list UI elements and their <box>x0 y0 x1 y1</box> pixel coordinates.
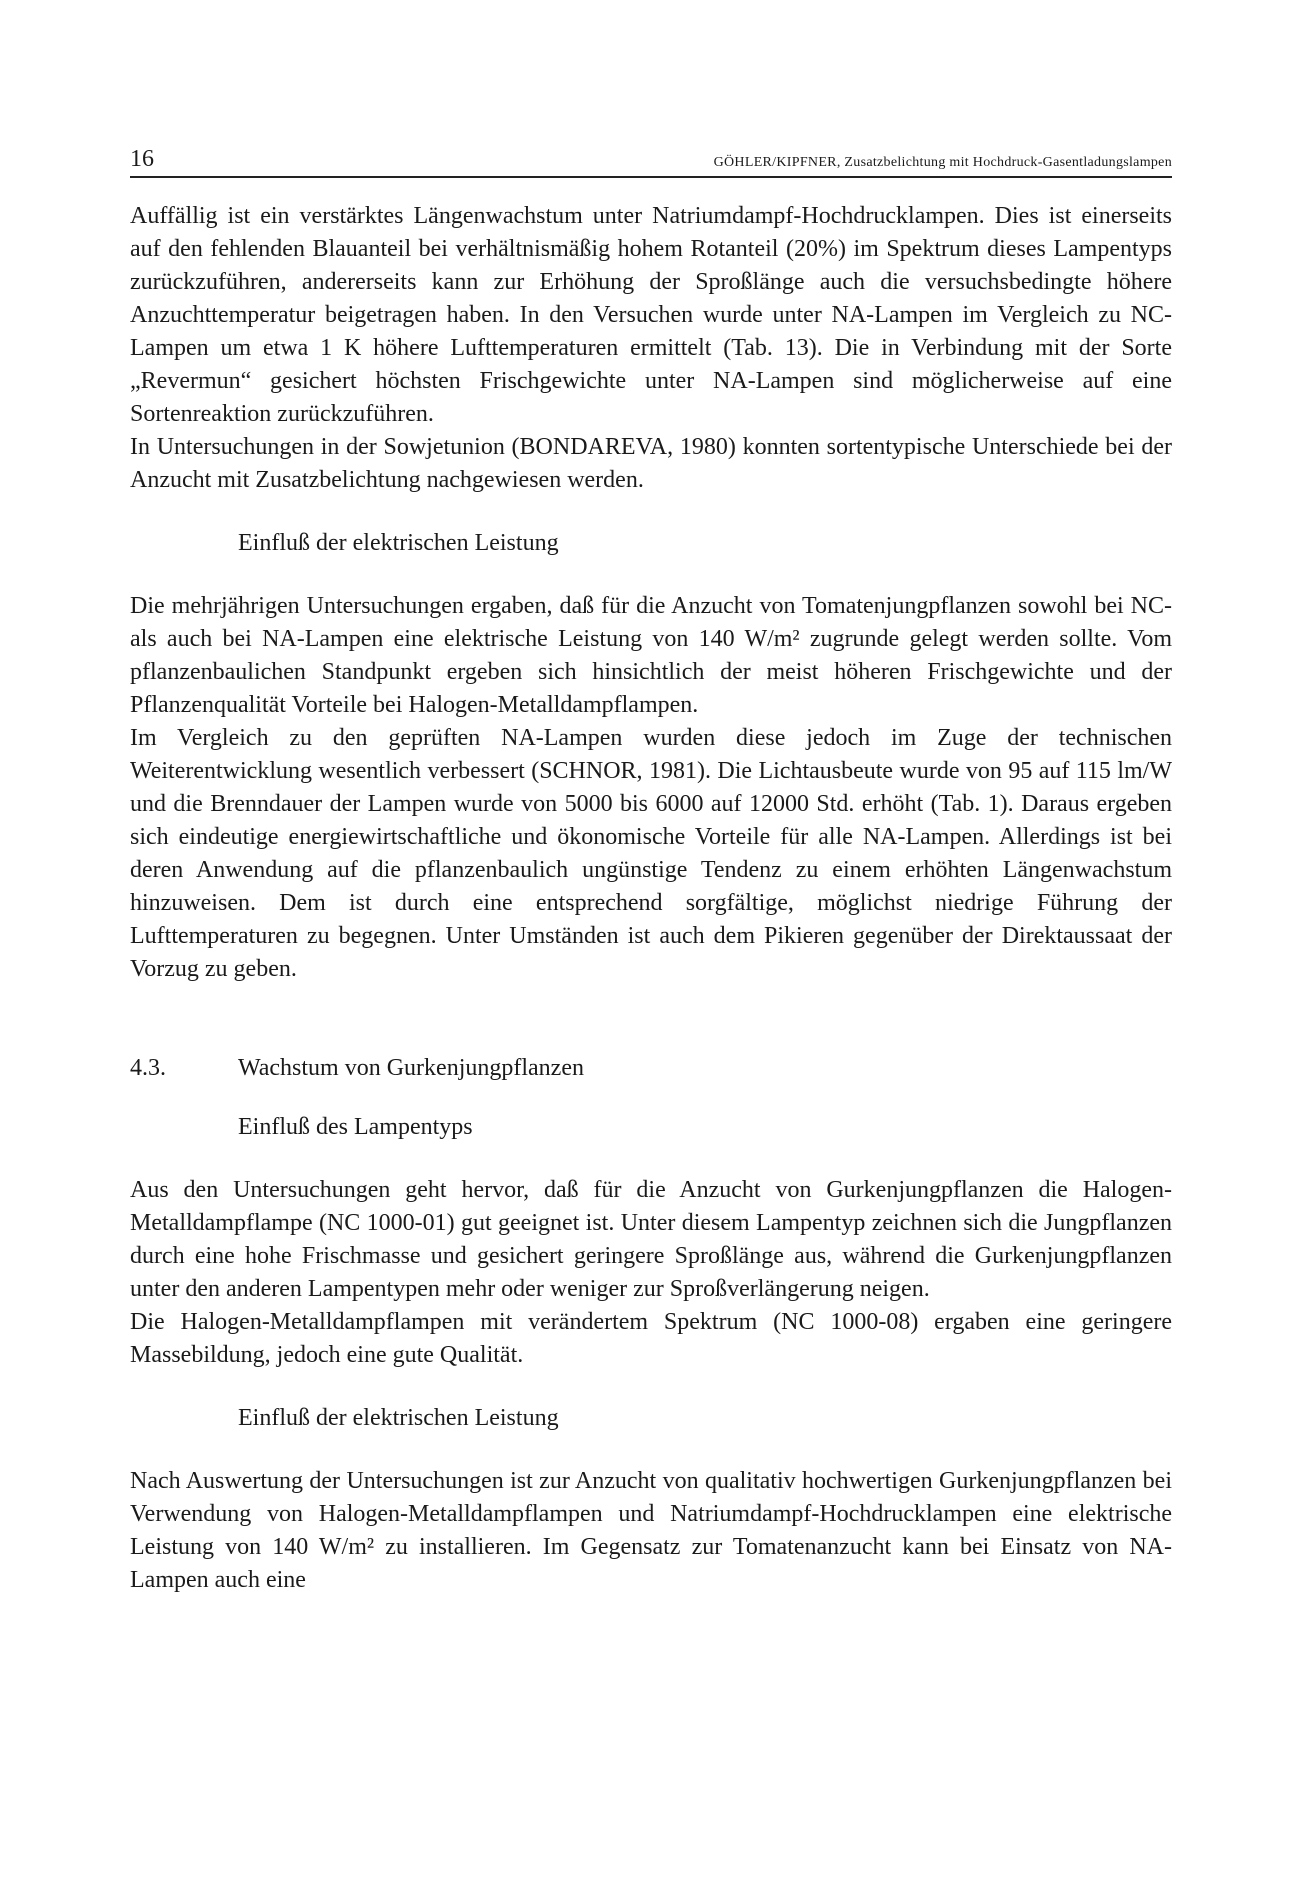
subheading: Einfluß des Lampentyps <box>238 1114 473 1140</box>
paragraph: Im Vergleich zu den geprüften NA-Lampen wurden diese jedoch im Zuge der technischen Weiterentwicklung wesentlich verbessert (SCHNOR, 1981). Die Lichtausbeute wurde von 95 auf 115 lm/W und die Brenndauer der Lampen wurde von 5000 bis 6000 auf 12000 Std. erhöht (Tab. 1). Daraus ergeben sich eindeutige energiewirtschaftliche und ökonomische Vorteile für alle NA-Lampen. Allerdings ist bei deren Anwendung auf die pflanzenbaulich ungünstige Tendenz zu einem erhöhten Längenwachstum hinzuweisen. Dem ist durch eine entsprechend sorgfältige, möglichst niedrige Führung der Lufttemperaturen zu begegnen. Unter Umständen ist auch dem Pikieren gegenüber der Direktaussaat der Vorzug zu geben. <box>130 725 1172 982</box>
paragraph: Auffällig ist ein verstärktes Längenwachstum unter Natriumdampf-Hochdrucklampen. Dies ist einerseits auf den fehlenden Blauanteil bei verhältnismäßig hohem Rotanteil (20%) im Spektrum dieses Lampentyps zurückzuführen, andererseits kann zur Erhöhung der Sproßlänge auch die versuchsbedingte höhere Anzuchttemperatur beigetragen haben. In den Versuchen wurde unter NA-Lampen im Vergleich zu NC-Lampen um etwa 1 K höhere Lufttemperaturen ermittelt (Tab. 13). Die in Verbindung mit der Sorte „Revermun“ gesichert höchsten Frischgewichte unter NA-Lampen sind möglicherweise auf eine Sortenreaktion zurückzuführen. <box>130 203 1172 427</box>
document-page <box>130 148 1172 1597</box>
page-header <box>130 148 1172 178</box>
subheading: Einfluß der elektrischen Leistung <box>238 1405 559 1431</box>
paragraph: Die mehrjährigen Untersuchungen ergaben, daß für die Anzucht von Tomatenjungpflanzen sowohl bei NC- als auch bei NA-Lampen eine elektrische Leistung von 140 W/m² zugrunde gelegt werden sollte. Vom pflanzenbaulichen Standpunkt ergeben sich hinsichtlich der meist höheren Frischgewichte und der Pflanzenqualität Vorteile bei Halogen-Metalldampflampen. <box>130 593 1172 718</box>
subheading: Einfluß der elektrischen Leistung <box>238 530 559 556</box>
paragraph: Die Halogen-Metalldampflampen mit verändertem Spektrum (NC 1000-08) ergaben eine geringere Massebildung, jedoch eine gute Qualität. <box>130 1309 1172 1368</box>
section-title: Wachstum von Gurkenjungpflanzen <box>238 1055 584 1081</box>
paragraph: In Untersuchungen in der Sowjetunion (BONDAREVA, 1980) konnten sortentypische Unterschiede bei der Anzucht mit Zusatzbelichtung nachgewiesen werden. <box>130 434 1172 493</box>
section-number: 4.3. <box>130 1055 166 1081</box>
paragraph: Nach Auswertung der Untersuchungen ist zur Anzucht von qualitativ hochwertigen Gurkenjungpflanzen bei Verwendung von Halogen-Metalldampflampen und Natriumdampf-Hochdrucklampen eine elektrische Leistung von 140 W/m² zu installieren. Im Gegensatz zur Tomatenanzucht kann bei Einsatz von NA-Lampen auch eine <box>130 1468 1172 1593</box>
page-number: 16 <box>130 146 154 172</box>
running-title: GÖHLER/KIPFNER, Zusatzbelichtung mit Hochdruck-Gasentladungslampen <box>713 155 1172 170</box>
paragraph: Aus den Untersuchungen geht hervor, daß für die Anzucht von Gurkenjungpflanzen die Halogen-Metalldampflampe (NC 1000-01) gut geeignet ist. Unter diesem Lampentyp zeichnen sich die Jungpflanzen durch eine hohe Frischmasse und gesichert geringere Sproßlänge aus, während die Gurkenjungpflanzen unter den anderen Lampentypen mehr oder weniger zur Sproßverlängerung neigen. <box>130 1177 1172 1302</box>
section-heading <box>130 1052 1172 1085</box>
